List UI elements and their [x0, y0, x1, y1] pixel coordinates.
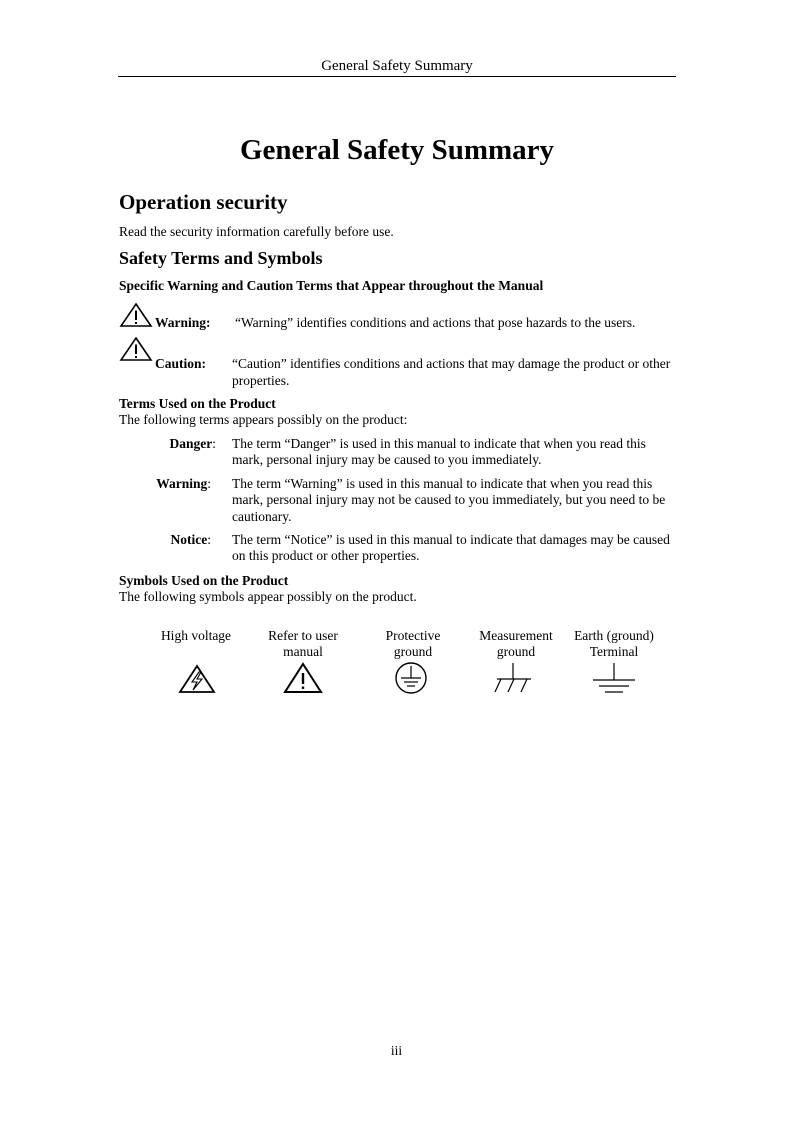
- terms-product-heading: Terms Used on the Product: [119, 396, 276, 411]
- caution-triangle-icon: [119, 336, 153, 362]
- danger-term: Danger:: [169, 436, 216, 451]
- danger-definition: The term “Danger” is used in this manual to indicate that when you read this mark, personal injury may be caused to you immediately.: [232, 436, 646, 468]
- measurement-ground-label: Measurement ground: [479, 628, 553, 660]
- measurement-ground-icon: [491, 662, 535, 694]
- safety-terms-heading: Safety Terms and Symbols: [119, 248, 323, 268]
- header-rule: [118, 76, 676, 77]
- refer-manual-icon: [283, 662, 323, 694]
- warning-triangle-icon: [119, 302, 153, 328]
- protective-ground-label: Protective ground: [385, 628, 441, 660]
- page-number: iii: [390, 1043, 403, 1058]
- notice-term: Notice:: [170, 532, 211, 547]
- caution-text: “Caution” identifies conditions and actions that may damage the product or other properties.: [232, 356, 671, 388]
- caution-label: Caution:: [155, 356, 207, 371]
- notice-definition: The term “Notice” is used in this manual to indicate that damages may be caused on this product or other properties.: [232, 532, 670, 564]
- operation-security-text: Read the security information carefully before use.: [119, 224, 394, 239]
- operation-security-heading: Operation security: [119, 190, 288, 214]
- earth-terminal-icon: [591, 662, 637, 694]
- refer-manual-label: Refer to user manual: [268, 628, 338, 660]
- earth-terminal-label: Earth (ground) Terminal: [574, 628, 654, 660]
- warning-text: “Warning” identifies conditions and actions that pose hazards to the users.: [235, 315, 636, 330]
- warning-definition: The term “Warning” is used in this manual to indicate that when you read this mark, personal injury may not be caused to you immediately, but you need to be cautionary.: [232, 476, 666, 524]
- symbols-product-intro: The following symbols appear possibly on the product.: [119, 589, 417, 604]
- high-voltage-icon: [178, 664, 216, 694]
- terms-product-intro: The following terms appears possibly on the product:: [119, 412, 408, 427]
- page-title: General Safety Summary: [239, 134, 555, 166]
- high-voltage-label: High voltage: [160, 628, 232, 643]
- warning-label: Warning:: [155, 315, 211, 330]
- warning-term: Warning:: [156, 476, 211, 491]
- specific-terms-heading: Specific Warning and Caution Terms that Appear throughout the Manual: [119, 278, 544, 293]
- running-header: General Safety Summary: [321, 58, 473, 74]
- protective-ground-icon: [393, 661, 429, 695]
- symbols-product-heading: Symbols Used on the Product: [119, 573, 289, 588]
